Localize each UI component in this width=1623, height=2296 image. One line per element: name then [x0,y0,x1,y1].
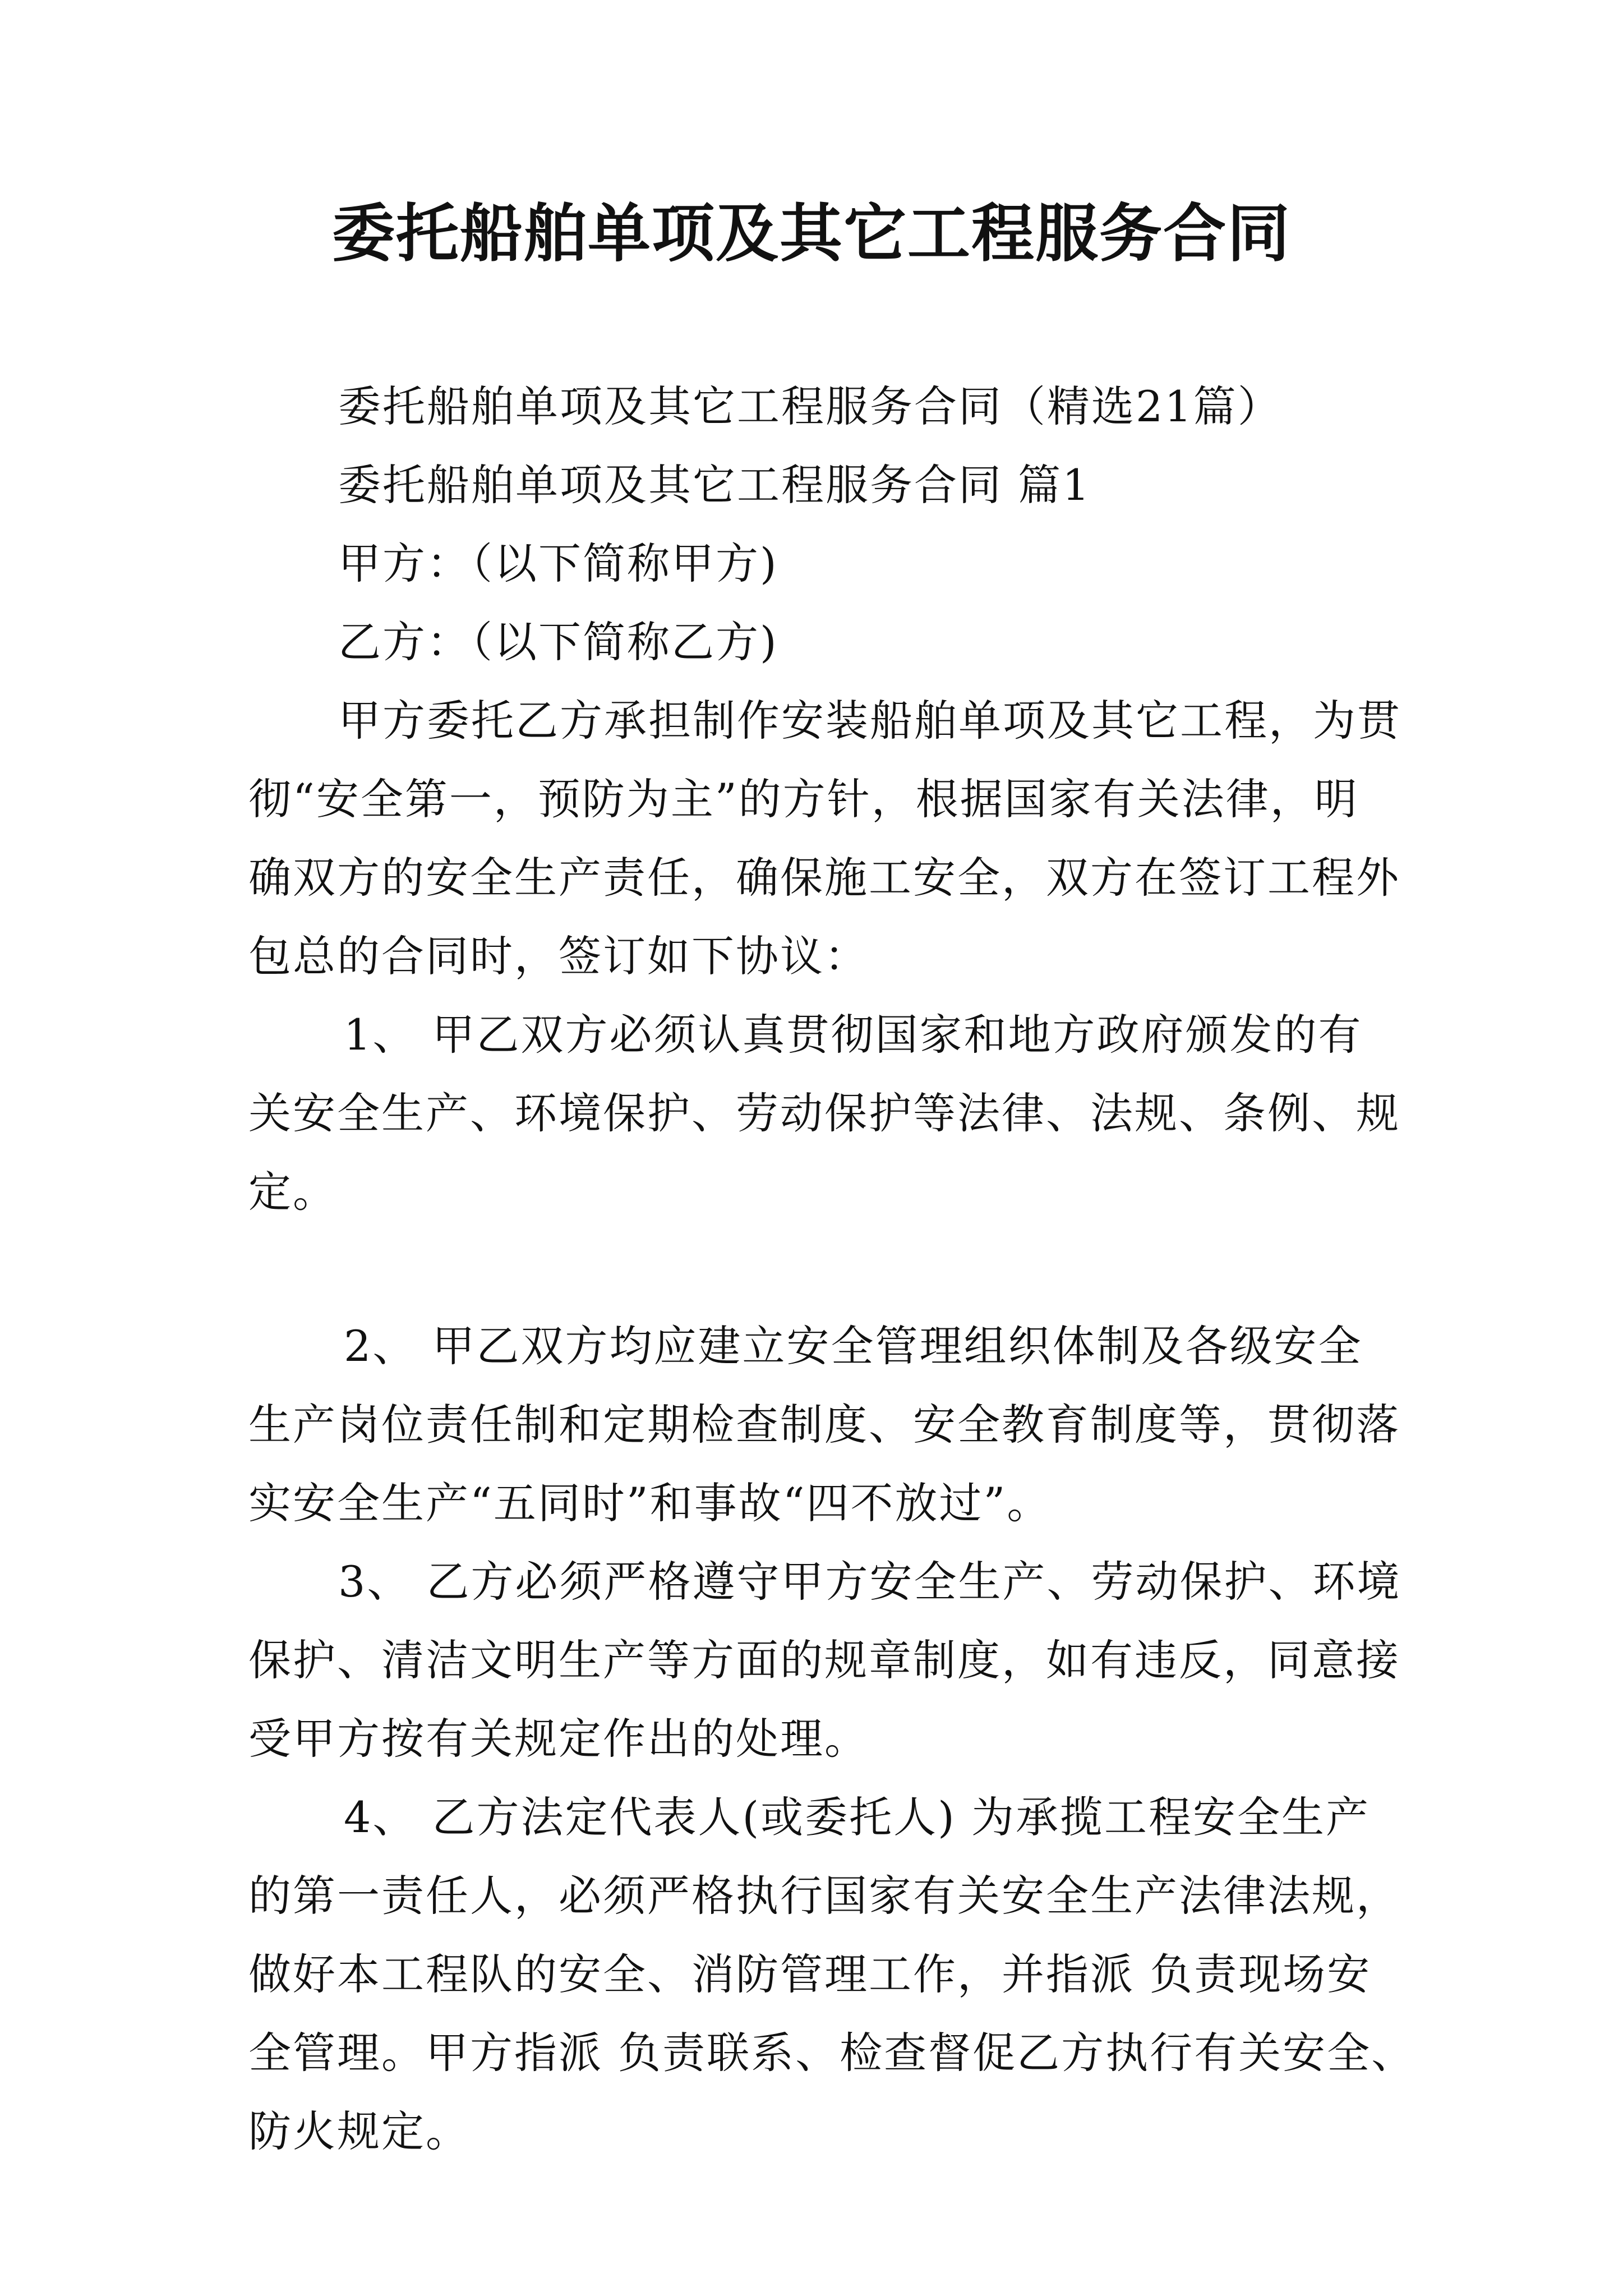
clause-1-line: 1、 甲乙双方必须认真贯彻国家和地方政府颁发的有 [344,1010,1363,1060]
clause-4-line: 的第一责任人，必须严格执行国家有关安全生产法律法规， [248,1871,1400,1921]
paragraph-line: 甲方委托乙方承担制作安装船舶单项及其它工程，为贯 [338,696,1401,746]
clause-2-line: 2、 甲乙双方均应建立安全管理组织体制及各级安全 [344,1321,1363,1371]
clause-3-line: 保护、清洁文明生产等方面的规章制度，如有违反，同意接 [248,1635,1400,1685]
clause-1-line: 关安全生产、环境保护、劳动保护等法律、法规、条例、规 [248,1088,1400,1138]
clause-3-line: 受甲方按有关规定作出的处理。 [248,1714,869,1764]
clause-4-line: 做好本工程队的安全、消防管理工作，并指派 负责现场安 [248,1949,1372,1999]
subtitle-line: 委托船舶单项及其它工程服务合同（精选21篇） [338,381,1282,431]
clause-2-line: 实安全生产“五同时”和事故“四不放过”。 [248,1478,1052,1528]
paragraph-line: 彻“安全第一，预防为主”的方针，根据国家有关法律，明 [248,774,1359,824]
paragraph-line: 包总的合同时，签订如下协议： [248,931,869,981]
clause-1-line: 定。 [248,1167,337,1217]
clause-4-line: 防火规定。 [248,2106,470,2156]
clause-4-line: 全管理。甲方指派 负责联系、检查督促乙方执行有关安全、 [248,2028,1416,2078]
clause-2-line: 生产岗位责任制和定期检查制度、安全教育制度等，贯彻落 [248,1400,1400,1450]
clause-3-line: 3、 乙方必须严格遵守甲方安全生产、劳动保护、环境 [338,1557,1401,1607]
clause-4-line: 4、 乙方法定代表人(或委托人) 为承揽工程安全生产 [344,1792,1370,1842]
section-heading: 委托船舶单项及其它工程服务合同 篇1 [338,460,1091,510]
paragraph-line: 确双方的安全生产责任，确保施工安全，双方在签订工程外 [248,853,1400,903]
document-title: 委托船舶单项及其它工程服务合同 [332,197,1291,270]
party-b-line: 乙方：（以下简称乙方) [338,617,778,667]
document-body [248,367,1416,2171]
party-a-line: 甲方：（以下简称甲方) [338,539,778,588]
